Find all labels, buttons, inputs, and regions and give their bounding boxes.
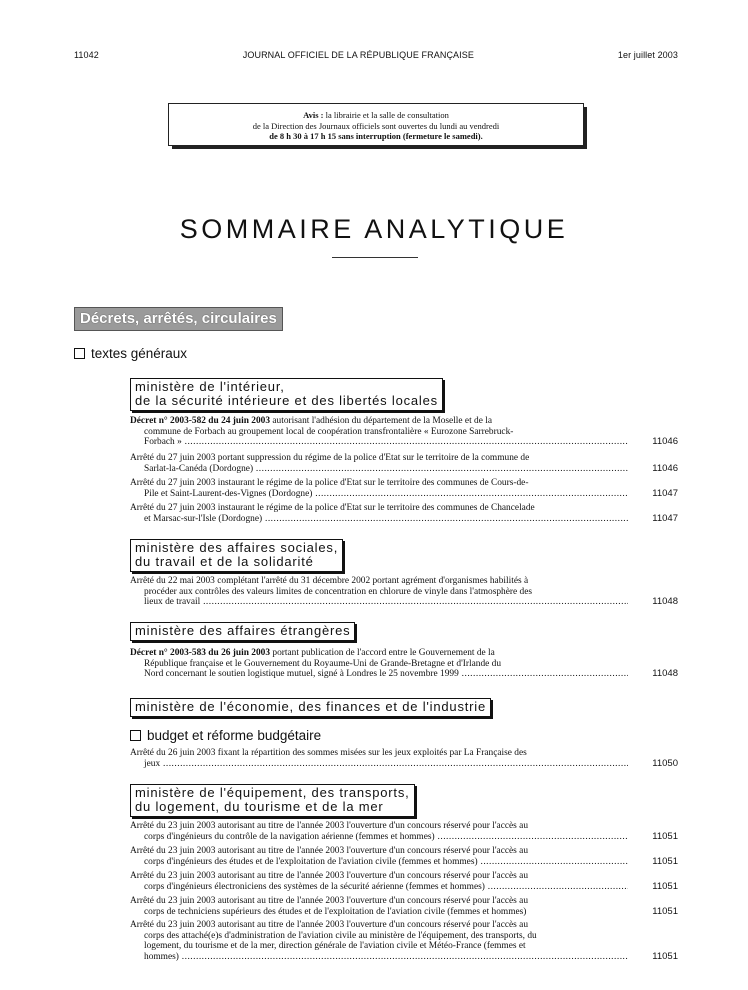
summary-entry — [130, 871, 678, 892]
entry-text: commune de Forbach au groupement local de coopération transfrontalière « Eurozone Sarrebruck- — [144, 426, 514, 437]
ministry-heading-line: du travail et de la solidarité — [135, 554, 314, 569]
decree-title: Décret n° 2003-583 du 26 juin 2003 — [130, 648, 271, 658]
entry-text: portant publication de l'accord entre le Gouvernement de la — [270, 648, 495, 658]
entry-text: Arrêté du 23 juin 2003 autorisant au titre de l'année 2003 l'ouverture d'un concours réservé pour l'accès au — [130, 896, 529, 906]
entry-text: Nord concernant le soutien logistique mutuel, signé à Londres le 25 novembre 1999 — [144, 669, 459, 680]
notice-box — [168, 103, 584, 146]
summary-entry — [130, 416, 678, 448]
entry-text: Arrêté du 27 juin 2003 instaurant le régime de la police d'Etat sur le territoire des communes de Chancelade — [130, 503, 535, 513]
entry-text: corps d'ingénieurs électroniciens des systèmes de la sécurité aérienne (femmes et hommes) — [144, 881, 485, 892]
ministry-heading-line: du logement, du tourisme et de la mer — [135, 799, 384, 814]
page-number: 11042 — [74, 50, 99, 60]
ministry-heading-line: ministère de l'équipement, des transports, — [135, 785, 410, 800]
entry-text: République française et le Gouvernement du Royaume-Uni de Grande-Bretagne et d'Irlande du — [144, 658, 502, 669]
subsection-label: budget et réforme budgétaire — [147, 728, 322, 743]
entry-text: Arrêté du 27 juin 2003 portant suppression du régime de la police d'Etat sur le territoire de la commune de — [130, 453, 530, 463]
summary-entry — [130, 453, 678, 474]
entry-text: procéder aux contrôles des valeurs limites de concentration en chlorure de vinyle dans l'atmosphère des — [144, 586, 533, 597]
entry-text: Arrêté du 23 juin 2003 autorisant au titre de l'année 2003 l'ouverture d'un concours réservé pour l'accès au — [130, 821, 529, 831]
leader-dots — [478, 857, 628, 867]
notice-label: Avis : — [303, 110, 324, 120]
entry-text: Arrêté du 26 juin 2003 fixant la répartition des sommes misées sur les jeux exploités par La Française des — [130, 748, 527, 758]
summary-entry — [130, 748, 678, 769]
entry-text: et Marsac-sur-l'Isle (Dordogne) — [144, 513, 263, 524]
notice-hours: de 8 h 30 à 17 h 15 sans interruption (fermeture le samedi). — [269, 131, 483, 141]
subsection-label: textes généraux — [91, 346, 188, 361]
ministry-heading-line: ministère des affaires étrangères — [135, 623, 351, 638]
page-reference: 11051 — [652, 880, 678, 892]
summary-entry — [130, 920, 678, 962]
entry-text: Arrêté du 23 juin 2003 autorisant au titre de l'année 2003 l'ouverture d'un concours réservé pour l'accès au — [130, 846, 529, 856]
ministry-heading-interior — [130, 378, 443, 411]
category-banner: Décrets, arrêtés, circulaires — [74, 307, 283, 331]
entry-text: Arrêté du 22 mai 2003 complétant l'arrêté du 31 décembre 2002 portant agrément d'organismes habilités à — [130, 576, 529, 586]
ministry-heading-transport — [130, 784, 415, 817]
ministry-heading-economy — [130, 698, 491, 717]
entry-text: Sarlat-la-Canéda (Dordogne) — [144, 463, 254, 474]
entry-text: Arrêté du 23 juin 2003 autorisant au titre de l'année 2003 l'ouverture d'un concours réservé pour l'accès au — [130, 871, 529, 881]
entry-text: corps de techniciens supérieurs des études et de l'exploitation de l'aviation civile (femmes et hommes) — [144, 906, 527, 917]
leader-dots — [459, 669, 628, 679]
leader-dots — [262, 514, 628, 524]
page-reference: 11048 — [652, 596, 678, 608]
page-reference: 11046 — [652, 436, 678, 448]
decree-title: Décret n° 2003-582 du 24 juin 2003 — [130, 416, 271, 426]
ministry-heading-social-affairs — [130, 539, 343, 572]
entry-text: jeux — [144, 758, 161, 769]
entry-text: autorisant l'adhésion du département de la Moselle et de la — [270, 416, 492, 426]
leader-dots — [160, 759, 628, 769]
entry-text: corps d'ingénieurs du contrôle de la navigation aérienne (femmes et hommes) — [144, 831, 435, 842]
leader-dots — [200, 597, 628, 607]
page-reference: 11051 — [652, 830, 678, 842]
entry-text: corps d'ingénieurs des études et de l'exploitation de l'aviation civile (femmes et hommes) — [144, 856, 478, 867]
ministry-heading-line: ministère des affaires sociales, — [135, 540, 339, 555]
notice-line-1 — [169, 110, 583, 121]
entry-text: logement, du tourisme et de la mer, direction générale de l'aviation civile et Météo-France (femmes et — [144, 941, 526, 952]
page-title: SOMMAIRE ANALYTIQUE — [179, 214, 569, 244]
entry-text: hommes) — [144, 951, 179, 962]
entry-text: Forbach » — [144, 437, 182, 448]
journal-title: JOURNAL OFFICIEL DE LA RÉPUBLIQUE FRANÇAISE — [242, 50, 474, 60]
page-reference: 11046 — [652, 462, 678, 474]
notice-text-1: la librairie et la salle de consultation — [323, 110, 449, 120]
summary-entry — [130, 846, 678, 867]
subsection-heading-budget — [130, 728, 321, 743]
leader-dots — [435, 832, 628, 842]
entry-text: Arrêté du 27 juin 2003 instaurant le régime de la police d'Etat sur le territoire des communes de Cours-de- — [130, 478, 529, 488]
ministry-heading-foreign-affairs — [130, 622, 355, 641]
leader-dots — [179, 952, 628, 962]
page-header — [74, 50, 678, 60]
page-reference: 11051 — [652, 855, 678, 867]
entry-text: corps des attaché(e)s d'administration de l'aviation civile au ministère de l'équipement, des transports, du — [144, 930, 537, 941]
ministry-heading-line: ministère de l'intérieur, — [135, 379, 285, 394]
notice-line-2: de la Direction des Journaux officiels sont ouvertes du lundi au vendredi — [252, 120, 500, 131]
summary-entry — [130, 576, 678, 608]
summary-entry — [130, 896, 678, 917]
subsection-heading-general — [74, 346, 187, 361]
summary-entry — [130, 503, 678, 524]
page-reference: 11047 — [652, 512, 678, 524]
entry-text: Arrêté du 23 juin 2003 autorisant au titre de l'année 2003 l'ouverture d'un concours réservé pour l'accès au — [130, 920, 529, 930]
page-reference: 11051 — [652, 905, 678, 917]
entry-text: lieux de travail — [144, 597, 201, 608]
checkbox-icon — [130, 730, 141, 741]
summary-entry — [130, 648, 678, 680]
notice-line-3 — [169, 131, 583, 142]
issue-date: 1er juillet 2003 — [617, 50, 678, 60]
page-reference: 11048 — [652, 668, 678, 680]
entry-text: Pile et Saint-Laurent-des-Vignes (Dordogne) — [144, 488, 313, 499]
ministry-heading-line: ministère de l'économie, des finances et de l'industrie — [135, 699, 487, 714]
checkbox-icon — [74, 348, 85, 359]
page-reference: 11047 — [652, 487, 678, 499]
page-reference: 11051 — [652, 950, 678, 962]
leader-dots — [253, 464, 628, 474]
title-divider — [332, 257, 418, 258]
summary-entry — [130, 478, 678, 499]
page-reference: 11050 — [652, 757, 678, 769]
leader-dots — [485, 882, 628, 892]
summary-entry — [130, 821, 678, 842]
leader-dots — [312, 489, 628, 499]
leader-dots — [182, 437, 628, 447]
ministry-heading-line: de la sécurité intérieure et des libertés locales — [135, 393, 438, 408]
